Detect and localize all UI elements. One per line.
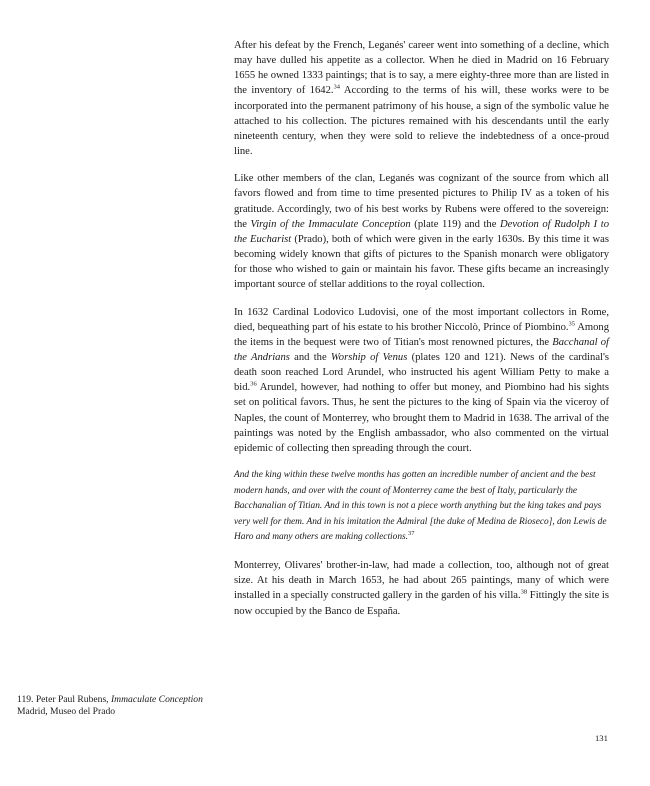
body-paragraph (234, 305, 609, 457)
text-run: (Prado), both of which were given in the early 1630s. By this time it was becoming widely known that gifts of pictures to the Spanish monarch were obligatory for those who wished to gain or maintain his favor. These gifts became an increasingly important source of stellar additions to the royal collection. (234, 233, 609, 291)
text-run: Among the items in the bequest were two of Titian's most renowned pictures, the (234, 321, 609, 348)
italic-title: Worship of Venus (330, 351, 408, 363)
body-paragraph (234, 558, 609, 619)
footnote-ref: 34 (333, 83, 341, 91)
body-paragraph (234, 171, 609, 292)
body-paragraph (234, 38, 609, 159)
text-column (234, 38, 609, 631)
footnote-ref: 37 (408, 530, 415, 538)
footnote-ref: 36 (250, 380, 257, 388)
page-number: 131 (595, 733, 608, 743)
text-run: (plates 120 and 121). News of the cardinal's death soon reached Lord Arundel, who instructed his agent William Petty to make a bid. (234, 351, 610, 394)
text-run: According to the terms of his will, these works were to be incorporated into the permanent patrimony of his house, a sign of the symbolic value he attached to his collection. The pictures remained with his descendants until the early nineteenth century, when they were sold to relieve the indebtedness of a once-proud line. (234, 85, 609, 158)
text-run: In 1632 Cardinal Lodovico Ludovisi, one of the most important collectors in Rome, died, bequeathing part of his estate to his brother Niccolò, Prince of Piombino. (234, 306, 609, 333)
text-run: Monterrey, Olivares' brother-in-law, had made a collection, too, although not of great size. At his death in March 1653, he had about 265 paintings, many of which were installed in a specially constructed gallery in the garden of his villa. (234, 560, 609, 602)
italic-title: Bacchanal of the Andrians (234, 336, 609, 363)
text-run: Arundel, however, had nothing to offer but money, and Piombino had his sights set on political favors. Thus, he sent the pictures to the king of Spain via the viceroy of Naples, the count of Monterrey, who brought them to Madrid in 1638. The arrival of the paintings was noted by the English ambassador, who also commented on the virtual epidemic of collecting then spreading through the court. (234, 382, 609, 454)
text-run: Fittingly the site is now occupied by the Banco de España. (234, 590, 609, 617)
text-run: and the (289, 351, 331, 363)
footnote-ref: 35 (568, 320, 576, 328)
caption-location: Madrid, Museo del Prado (17, 706, 116, 718)
italic-title: Virgin of the Immaculate Conception (250, 218, 411, 230)
caption-plate-title: Immaculate Conception (110, 694, 203, 705)
block-quote (234, 468, 609, 546)
text-run: And the king within these twelve months has gotten an incredible number of ancient and the best modern hands, and over with the count of Monterrey came the best of Italy, particularly the Bacchanalian of Titian. And in this town is not a piece worth anything but the king takes and pays very well for them. And in his imitation the Admiral [the duke of Medina de Rioseco], don Lewis de Haro and many others are making collections. (234, 470, 607, 543)
italic-title: Devotion of Rudolph I to the Eucharist (234, 218, 609, 245)
caption-first-line (17, 694, 247, 706)
text-run: After his defeat by the French, Leganés' career went into something of a decline, which may have dulled his appetite as a collector. When he died in Madrid on 16 February 1655 he owned 1333 paintings; that is to say, a mere eighty-three more than are listed in the inventory of 1642. (234, 40, 609, 97)
text-run: Like other members of the clan, Leganés was cognizant of the source from which all favors flowed and from time to time presented pictures to Philip IV as a token of his gratitude. Accordingly, two of his best works by Rubens were offered to the sovereign: the (234, 173, 609, 230)
plate-caption (17, 694, 247, 718)
caption-plate-line: 119. Peter Paul Rubens, (17, 694, 111, 705)
footnote-ref: 38 (520, 588, 528, 596)
text-run: (plate 119) and the (410, 218, 500, 230)
